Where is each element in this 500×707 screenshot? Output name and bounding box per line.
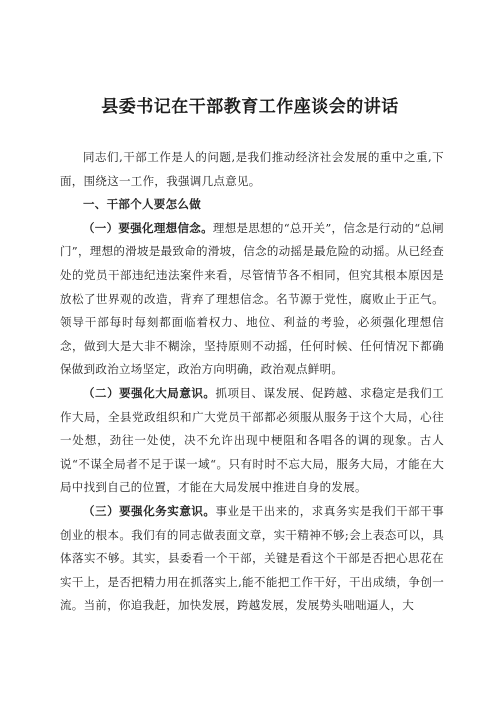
paragraph-lead: （一）要强化理想信念。 bbox=[83, 220, 213, 235]
paragraph-lead: （二）要强化大局意识。 bbox=[83, 385, 216, 400]
intro-paragraph: 同志们,干部工作是人的问题,是我们推动经济社会发展的重中之重,下面，围绕这一工作，我强调几点意见。 bbox=[60, 150, 444, 188]
paragraph-lead: （三）要强化务实意识。 bbox=[83, 503, 216, 518]
paragraph-text: 抓项目、谋发展、促跨越、求稳定是我们工作大局，全县党政组织和广大党员干部都必须服从服务于这个大局，心往一处想，劲往一处使，决不允许出现中梗阻和各唱各的调的现象。古人说“不谋全局者不足于谋一域“。只有时时不忘大局，服务大局，才能在大局中找到自己的位置，才能在大局发展中推进自身的发展。 bbox=[60, 385, 444, 495]
section-heading: 一、干部个人要怎么做 bbox=[83, 197, 201, 212]
paragraph-text: 事业是干出来的，求真务实是我们干部干事创业的根本。我们有的同志做表面文章，实干精神不够;会上表态可以，具体落实不够。其实，县委看一个干部，关键是看这个干部是否把心思花在实干上，是否把精力用在抓落实上,能不能把工作干好，干出成绩，争创一流。当前，你追我赶，加快发展，跨越发展，发展势头咄咄逼人，大 bbox=[60, 503, 444, 613]
document-title: 县委书记在干部教育工作座谈会的讲话 bbox=[101, 97, 399, 117]
document-body bbox=[60, 146, 444, 618]
paragraph-pragmatism bbox=[60, 500, 444, 618]
paragraph-overall-situation bbox=[60, 382, 444, 500]
paragraph-ideals bbox=[60, 217, 444, 382]
paragraph-text: 理想是思想的“总开关”，信念是行动的“总闸门”，理想的滑坡是最致命的滑坡，信念的动摇是最危险的动摇。从已经查处的党员干部违纪违法案件来看，尽管情节各不相同，但究其根本原因是放松了世界观的改造，背弃了理想信念。名节源于党性，腐败止于正气。领导干部每时每刻都面临着权力、地位、利益的考验，必须强化理想信念，做到大是大非不糊涂，坚持原则不动摇，任何时候、任何情况下都确保做到政治立场坚定，政治方向明确，政治观点鲜明。 bbox=[60, 220, 444, 377]
